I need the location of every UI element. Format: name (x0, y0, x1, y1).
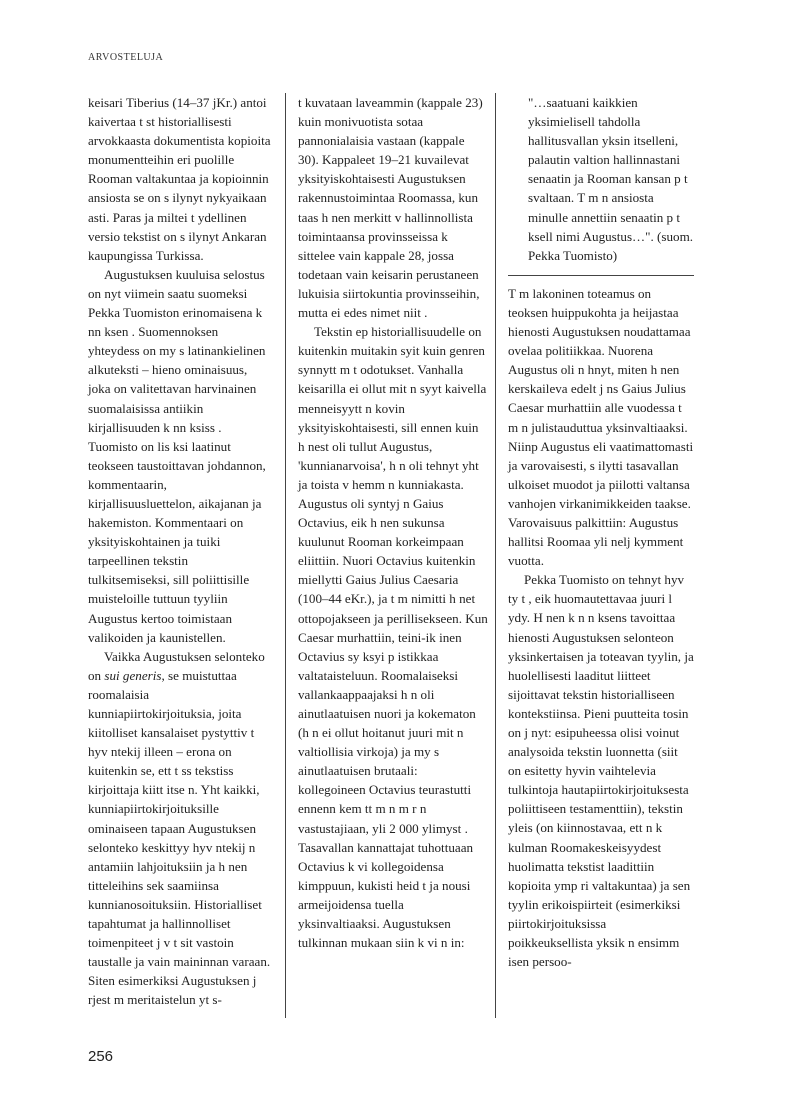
paragraph: t kuvataan laveammin (kappale 23) kuin monivuotista sotaa pannonialaisia vastaan (kappale 30). Kappaleet 19–21 kuvailevat yksityiskohtaisesti Augustuksen rakennustoimintaa Roomassa, kun taas h nen merkitt v hallinnollista toimintaansa provinsseissa k sittelee vain kappale 28, jossa todetaan vain keisarin perustaneen lukuisia siirtokuntia provinsseihin, mutta ei edes nimet niit . (298, 95, 483, 321)
paragraph: Augustuksen kuuluisa selostus on nyt viimein saatu suomeksi Pekka Tuomiston erinomaisena k nn ksen . Suomennoksen yhteydess on my s latinankielinen alkuteksti – hieno ominaisuus, joka on valitettavan harvinainen suomalaisissa antiikin kirjallisuuden k nn ksiss . Tuomisto on lis ksi laatinut teokseen taustoittavan johdannon, kommentaarin, kirjallisuusluettelon, aikajanan ja hakemiston. Kommentaari on yksityiskohtainen ja tuiki tarpeellinen tekstin tulkitsemiseksi, sill poliittisille muisteloille tuttuun tyyliin Augustus kertoo toimistaan valikoiden ja kaunistellen. (88, 266, 266, 645)
column-divider (285, 93, 286, 1018)
italic-term: sui generis (104, 667, 162, 683)
quote-divider (508, 275, 694, 276)
text-column-3 (508, 93, 694, 971)
block-quote: "…saatuani kaikkien yksimielisell tahdolla hallitusvallan yksin itselleni, palautin valtion hallinnastani senaatin ja Rooman kansan p t svaltaan. T m n ansiosta minulle annettiin senaatin p t ksell nimi Augustus…". (suom. Pekka Tuomisto) (528, 95, 694, 263)
paragraph: Pekka Tuomisto on tehnyt hyv ty t , eik huomautettavaa juuri l ydy. H nen k n n ksens tavoittaa hienosti Augustuksen selonteon yksinkertaisen ja toteavan tyylin, ja huolellisesti laaditut liitteet sijoittavat tekstin historialliseen kontekstiinsa. Pieni puutteita tosin on j nyt: esipuheessa olisi voinut analysoida tekstin luonnetta (siit on esitetty hyvin vaihtelevia tulkintoja hautapiirtokirjoituksesta poliittiseen testamenttiin), tekstin yleis (on kiinnostavaa, ett n k kulman Roomakeskeisyydest huolimatta tekstist laadittiin kopioita ymp ri valtakuntaa) ja sen tyylin erikoispiirteit (esimerkiksi piirtokirjoituksissa poikkeuksellista yksik n ensimm isen persoo- (508, 572, 694, 970)
text-span: , se muistuttaa roomalaisia kunniapiirtokirjoituksia, joita kiitolliset kansalaiset pystyttiv t hyv ntekij illeen – erona on kuitenkin se, ett t ss tekstiss kirjoittaja kiitt itse n. Yht kaikki, kunniapiirtokirjoituksille ominaiseen tapaan Augustuksen selonteko keskittyy hyv ntekij n antamiin lahjoituksiin ja h nen titteleihins sek saamiinsa kunnianosoituksiin. Historialliset tapahtumat ja hallinnolliset toimenpiteet j v t sit vastoin taustalle ja vain maininnan varaan. Siten esimerkiksi Augustuksen j rjest m meritaistelun yt s- (88, 667, 271, 1008)
page-number: 256 (88, 1048, 114, 1065)
paragraph: Tekstin ep historiallisuudelle on kuitenkin muitakin syit kuin genren synnytt m t odotukset. Vanhalla keisarilla ei ollut mit n syyt kaivella menneisyytt n kovin yksityiskohtaisesti, sill ennen kuin h nest oli tullut Augustus, 'kunnianarvoisa', h n oli tehnyt yht ja toista v hemm n kunniakasta. Augustus oli syntyj n Gaius Octavius, eik h nen sukunsa kuulunut Rooman korkeimpaan eliittiin. Nuori Octavius kuitenkin miellytti Gaius Julius Caesaria (100–44 eKr.), ja t m nimitti h net ottopojakseen ja perillisekseen. Kun Caesar murhattiin, teini-ik inen Octavius sy ksyi p istikkaa valtataisteluun. Roomalaiseksi vallankaappaajaksi h n oli ainutlaatuisen nuori ja kokematon (h n ei ollut hoitanut juuri mit n valtiollisia virkoja) ja my s ainutlaatuisen brutaali: kollegoineen Octavius teurastutti ennenn kem tt m n m r n vastustajiaan, yli 2 000 ylimyst . Tasavallan kannattajat tuhottuaan Octavius k vi kollegoidensa kimppuun, kukisti heid t ja nousi armeijoidensa tuella yksinvaltiaaksi. Augustuksen tulkinnan mukaan siin k vi n in: (298, 324, 488, 951)
column-divider (495, 93, 496, 1018)
paragraph (88, 647, 273, 1010)
running-head: ARVOSTELUJA (88, 52, 164, 63)
text-column-1 (88, 93, 273, 1010)
text-column-2 (298, 93, 488, 952)
paragraph: keisari Tiberius (14–37 jKr.) antoi kaivertaa t st historiallisesti arvokkaasta dokumentista kopioita monumentteihin eri puolille Rooman valtakuntaa ja kopioinnin ansiosta se on s ilynyt nykyaikaan asti. Paras ja miltei t ydellinen versio tekstist on s ilynyt Ankaran kaupungissa Turkissa. (88, 95, 271, 263)
paragraph: T m lakoninen toteamus on teoksen huippukohta ja heijastaa hienosti Augustuksen noudattamaa ovelaa politiikkaa. Nuorena Augustus oli n hnyt, miten h nen kerskaileva edelt j ns Gaius Julius Caesar murhattiin alle vuodessa t m n julistauduttua yksinvaltiaaksi. Niinp Augustus eli vaatimattomasti ja varovaisesti, s ilytti tasavallan ulkoiset muodot ja piilotti valtansa vanhojen virkanimikkeiden taakse. Varovaisuus palkittiin: Augustus hallitsi Roomaa yli nelj kymment vuotta. (508, 285, 694, 569)
text-span: Vaikka Augustuksen selonteko on (88, 648, 265, 683)
